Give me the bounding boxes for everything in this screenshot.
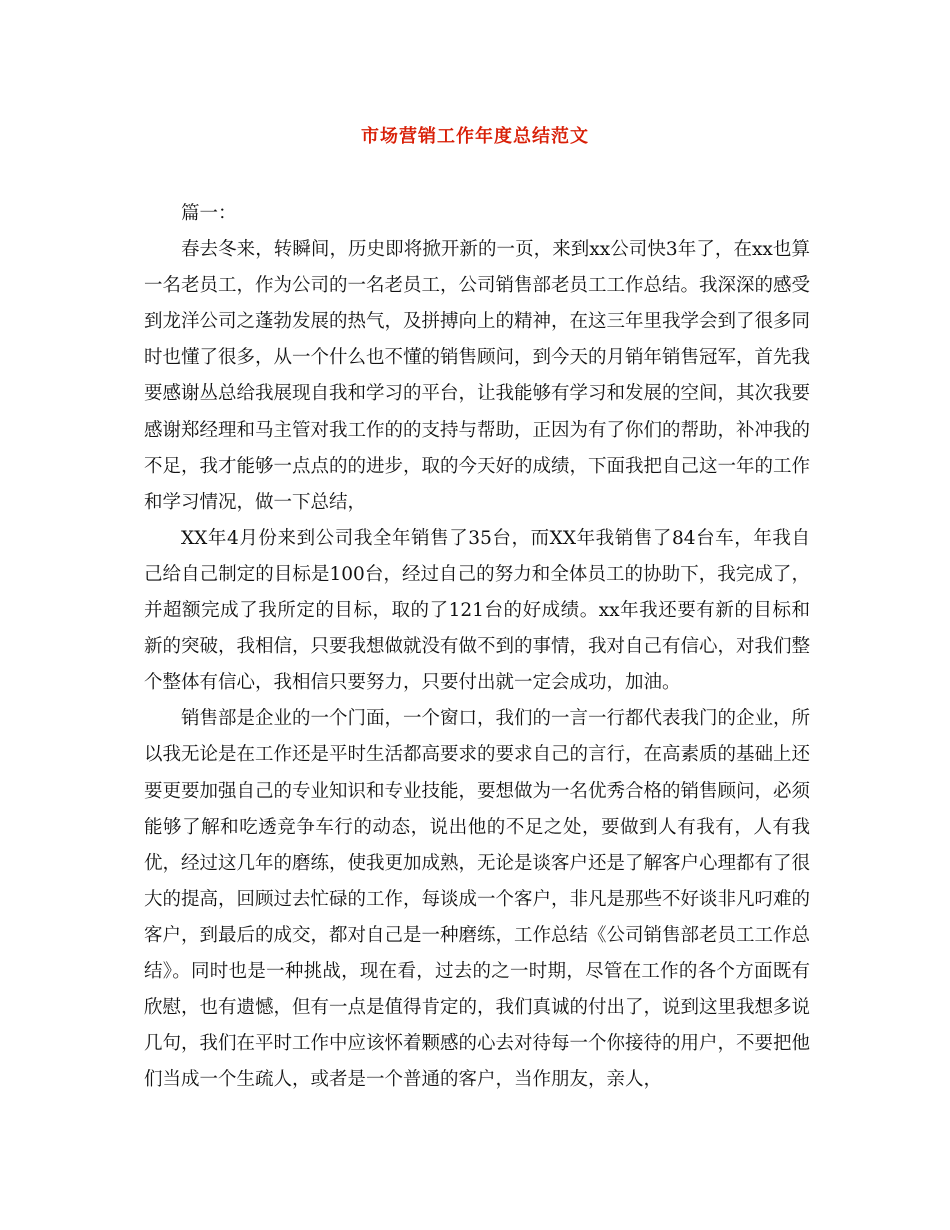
document-title: 市场营销工作年度总结范文 [361,126,589,147]
paragraph-3: 销售部是企业的一个门面，一个窗口，我们的一言一行都代表我门的企业，所以我无论是在工作还是平时生活都高要求的要求自己的言行，在高素质的基础上还要更要加强自己的专业知识和专业技能，要想做为一名优秀合格的销售顾问，必须能够了解和吃透竞争车行的动态，说出他的不足之处，要做到人有我有，人有我优，经过这几年的磨练，使我更加成熟，无论是谈客户还是了解客户心理都有了很大的提高，回顾过去忙碌的工作，每谈成一个客户，非凡是那些不好谈非凡叼难的客户，到最后的成交，都对自己是一种磨练，工作总结《公司销售部老员工工作总结》。同时也是一种挑战，现在看，过去的之一时期，尽管在工作的各个方面既有欣慰，也有遗憾，但有一点是值得肯定的，我们真诚的付出了，说到这里我想多说几句，我们在平时工作中应该怀着颗感的心去对待每一个你接待的用户，不要把他们当成一个生疏人，或者是一个普通的客户，当作朋友，亲人， [144,708,811,1091]
paragraph-1: 春去冬来，转瞬间，历史即将掀开新的一页，来到xx公司快3年了，在xx也算一名老员工，作为公司的一名老员工，公司销售部老员工工作总结。我深深的感受到龙洋公司之蓬勃发展的热气，及拼搏向上的精神，在这三年里我学会到了很多同时也懂了很多，从一个什么也不懂的销售顾问，到今天的月销年销售冠军，首先我要感谢丛总给我展现自我和学习的平台，让我能够有学习和发展的空间，其次我要感谢郑经理和马主管对我工作的的支持与帮助，正因为有了你们的帮助，补冲我的不足，我才能够一点点的的进步，取的今天好的成绩，下面我把自己这一年的工作和学习情况，做一下总结， [144,239,811,513]
document-body [144,196,810,1098]
section-label: 篇一： [181,203,237,224]
paragraph-2: XX年4月份来到公司我全年销售了35台，而XX年我销售了84台车，年我自己给自己制定的目标是100台，经过自己的努力和全体员工的协助下，我完成了，并超额完成了我所定的目标，取的了121台的好成绩。xx年我还要有新的目标和新的突破，我相信，只要我想做就没有做不到的事情，我对自己有信心，对我们整个整体有信心，我相信只要努力，只要付出就一定会成功，加油。 [144,527,811,694]
